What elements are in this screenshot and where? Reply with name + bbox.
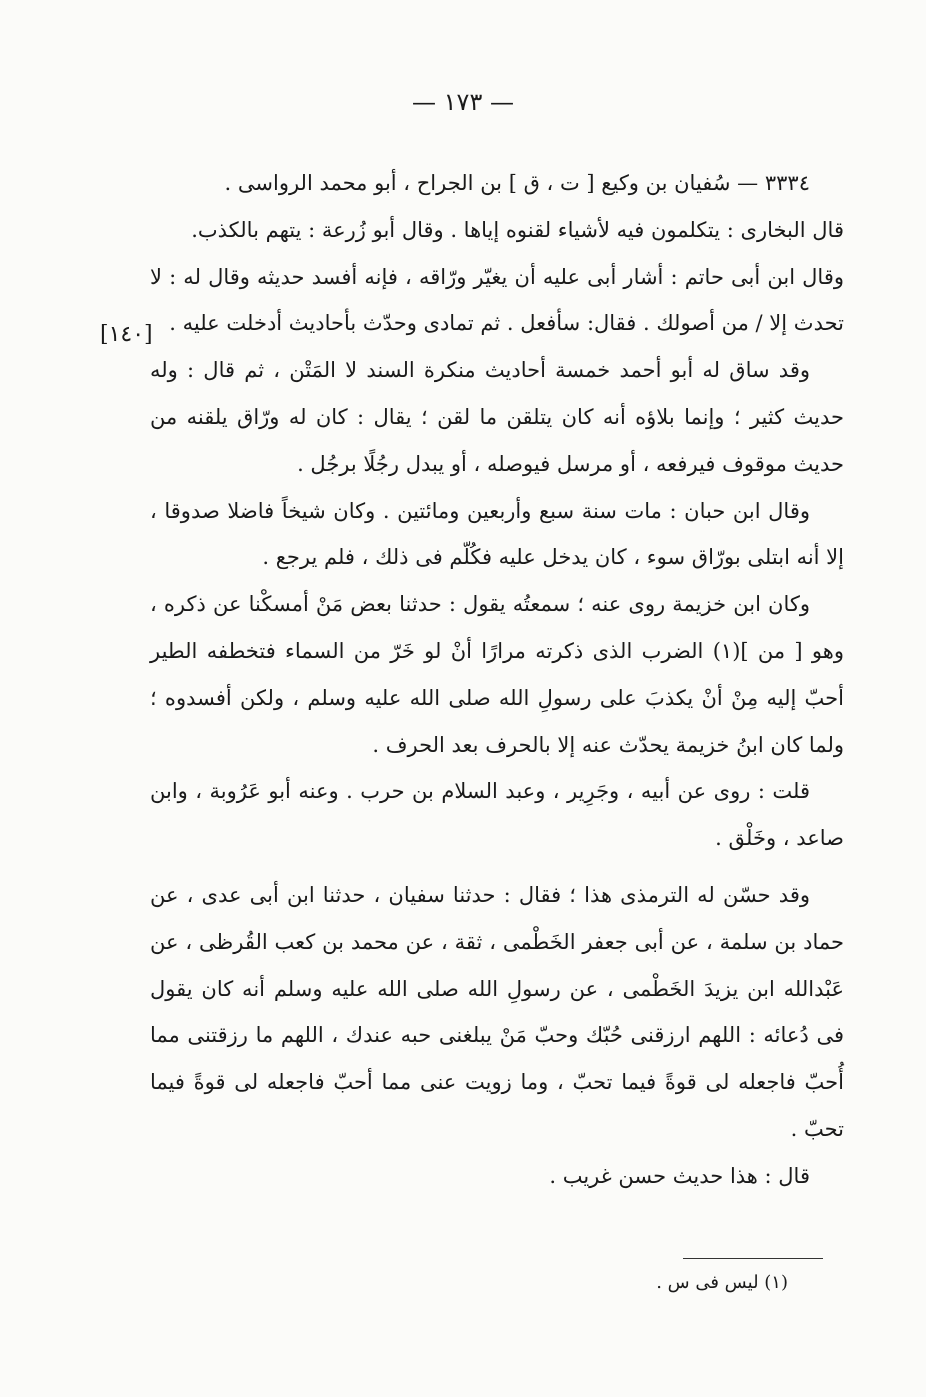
page-number: — ١٧٣ — xyxy=(412,88,514,116)
paragraph-entry-heading: ٣٣٣٤ — سُفيان بن وكيع [ ت ، ق ] بن الجراح ، أبو محمد الرواسى . xyxy=(224,171,810,195)
paragraph-abu-ahmad: وقد ساق له أبو أحمد خمسة أحاديث منكرة السند لا المَتْن ، ثم قال : وله حديث كثير ؛ وإنما بلاؤه أنه كان يتلقن ما لقن ؛ يقال : كان له ورّاق يلقنه من حديث موقوف فيرفعه ، أو مرسل فيوصله ، أو يبدل رجُلًا برجُل . xyxy=(150,358,844,476)
paragraph-ibn-hibban: وقال ابن حبان : مات سنة سبع وأربعين ومائتين . وكان شيخاً فاضلا صدوقا ، إلا أنه ابتلى بورّاق سوء ، كان يدخل عليه فكُلّم فى ذلك ، فلم يرجع . xyxy=(150,498,844,570)
main-text xyxy=(150,160,844,1200)
footnote: (١) ليس فى س . xyxy=(656,1272,788,1293)
paragraph-abi-hatim: وقال ابن أبى حاتم : أشار أبى عليه أن يغيّر ورّاقه ، فإنه أفسد حديثه وقال له : لا تحدث إلا / من أصولك . فقال: سأفعل . ثم تمادى وحدّث بأحاديث أدخلت عليه . xyxy=(150,264,844,336)
paragraph-narrators: قلت : روى عن أبيه ، وجَرِير ، وعبد السلام بن حرب . وعنه أبو عَرُوبة ، وابن صاعد ، وخَلْق . xyxy=(150,779,844,851)
footnote-divider xyxy=(683,1258,823,1259)
paragraph-ibn-khuzayma: وكان ابن خزيمة روى عنه ؛ سمعتُه يقول : حدثنا بعض مَنْ أمسكْنا عن ذكره ، وهو [ من ](١) الضرب الذى ذكرته مرارًا أنْ لو خَرّ من السماء فتخطفه الطير أحبّ إليه مِنْ أنْ يكذبَ على رسولِ الله صلى الله عليه وسلم ، ولكن أفسدوه ؛ ولما كان ابنُ خزيمة يحدّث عنه إلا بالحرف بعد الحرف . xyxy=(150,592,844,757)
paragraph-verdict: قال : هذا حديث حسن غريب . xyxy=(549,1163,810,1188)
paragraph-tirmidhi: وقد حسّن له الترمذى هذا ؛ فقال : حدثنا سفيان ، حدثنا ابن أبى عدى ، عن حماد بن سلمة ، عن أبى جعفر الخَطْمى ، ثقة ، عن محمد بن كعب القُرظى ، عن عَبْدالله ابن يزيدَ الخَطْمى ، عن رسولِ الله صلى الله عليه وسلم أنه كان يقول فى دُعائه : اللهم ارزقنى حُبّك وحبّ مَنْ يبلغنى حبه عندك ، اللهم ما رزقتنى مما أُحبّ فاجعله لى قوةً فيما تحبّ ، وما زويت عنى مما أحبّ فاجعله لى قوةً فيما تحبّ . xyxy=(150,882,844,1141)
paragraph-bukhari: قال البخارى : يتكلمون فيه لأشياء لقنوه إياها . وقال أبو زُرعة : يتهم بالكذب. xyxy=(191,217,844,242)
margin-reference: [١٤٠] xyxy=(100,322,153,347)
